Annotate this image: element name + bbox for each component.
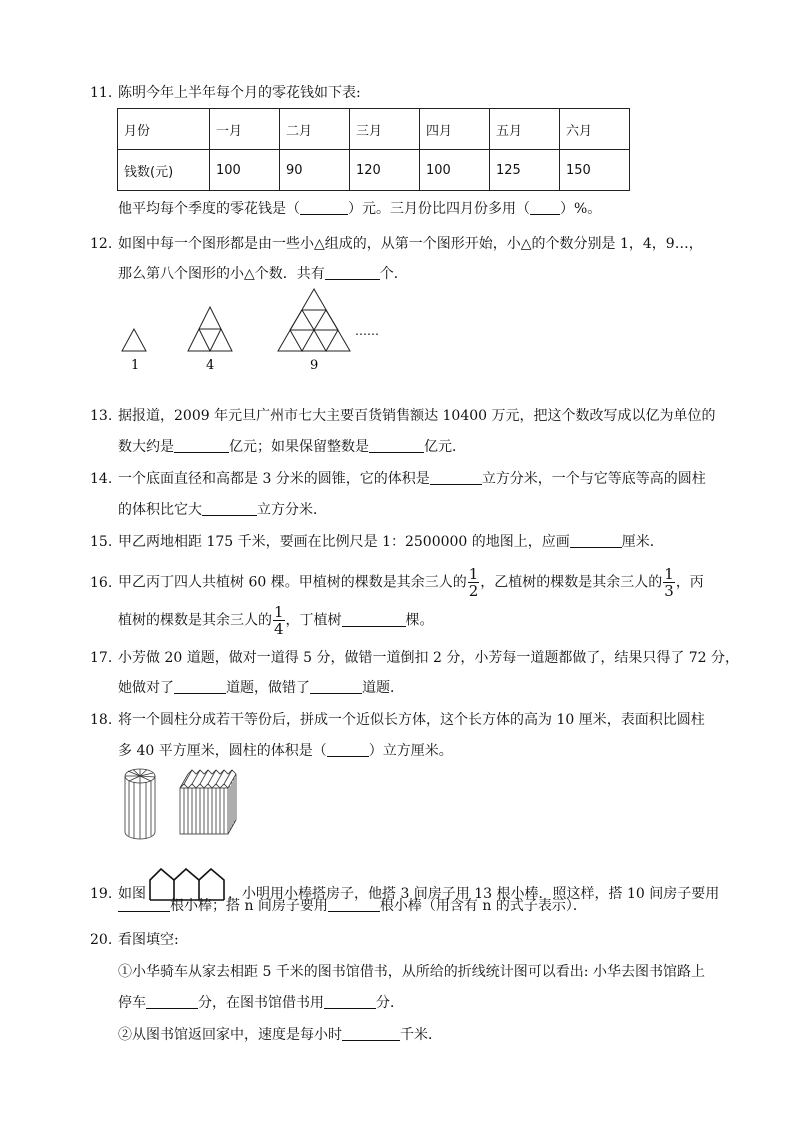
question-number: 19. — [90, 886, 113, 902]
fraction-one-quarter — [273, 604, 285, 637]
denominator: 2 — [468, 582, 479, 600]
text: 分． — [376, 995, 404, 1011]
question-11-line-2 — [118, 199, 601, 219]
question-18 — [90, 710, 710, 730]
cylinder-icon — [125, 769, 155, 839]
answer-blank[interactable] — [202, 501, 257, 516]
question-text: 厘米． — [621, 534, 664, 550]
text: 数大约是 — [118, 439, 174, 455]
text: 分，在图书馆借书用 — [198, 995, 324, 1011]
answer-blank[interactable] — [369, 438, 424, 453]
triangle-group-9 — [278, 289, 350, 351]
answer-blank[interactable] — [325, 265, 380, 280]
denominator: 3 — [664, 582, 674, 600]
table-cell: 100 — [210, 150, 280, 191]
answer-blank[interactable] — [300, 200, 348, 215]
text: ）立方厘米。 — [368, 743, 453, 759]
answer-blank[interactable] — [118, 897, 170, 912]
table-cell: 钱数(元) — [118, 150, 210, 191]
table-cell: 150 — [560, 150, 630, 191]
ellipsis-text: …… — [355, 324, 379, 338]
numerator: 1 — [468, 565, 479, 583]
text: ）%。 — [560, 201, 602, 217]
text: 多 40 平方厘米，圆柱的体积是（ — [118, 743, 327, 759]
answer-blank[interactable] — [327, 742, 369, 757]
table-cell: 一月 — [210, 109, 280, 150]
question-14 — [90, 469, 710, 489]
table-cell: 120 — [350, 150, 420, 191]
answer-blank[interactable] — [570, 533, 622, 548]
question-text: 如图中每一个图形都是由一些小△组成的，从第一个图形开始，小△的个数分别是 1，4，9…， — [118, 236, 703, 252]
text: ①小华骑车从家去相距 5 千米的图书馆借书，从所给的折线统计图可以看出: 小华去图书馆路上 — [118, 964, 705, 980]
table-row — [118, 150, 630, 191]
question-number: 16. — [90, 574, 113, 591]
denominator: 4 — [274, 620, 284, 638]
text: 亿元；如果保留整数是 — [229, 439, 369, 455]
text: 他平均每个季度的零花钱是（ — [118, 201, 300, 217]
fraction-one-third — [663, 566, 675, 599]
table-cell: 100 — [420, 150, 490, 191]
question-13-line-2 — [118, 437, 466, 457]
fraction-one-half — [468, 566, 480, 599]
question-text: 据报道，2009 年元旦广州市七大主要百货销售额达 10400 万元，把这个数改写成以亿为单位的 — [118, 408, 716, 424]
answer-blank[interactable] — [342, 1026, 400, 1041]
question-12 — [90, 234, 710, 254]
question-17 — [90, 648, 740, 668]
question-20-item-1-line-2 — [118, 993, 404, 1013]
question-20-item-2 — [118, 1025, 442, 1045]
text: 立方分米． — [257, 502, 327, 518]
table-cell: 二月 — [280, 109, 350, 150]
question-text: ，乙植树的棵数是其余三人的 — [480, 574, 663, 591]
question-text: 如图 — [118, 886, 146, 902]
question-15 — [90, 532, 710, 552]
table-row — [118, 109, 630, 150]
question-text: 立方分米，一个与它等底等高的圆柱 — [481, 471, 706, 487]
table-cell: 四月 — [420, 109, 490, 150]
text: 根小棒（用含有 n 的式子表示）． — [379, 898, 587, 914]
text: 千米． — [400, 1027, 442, 1043]
question-text: 看图填空: — [118, 932, 179, 948]
answer-blank[interactable] — [530, 200, 560, 215]
numerator: 1 — [664, 565, 674, 583]
text: 植树的棵数是其余三人的 — [118, 612, 272, 629]
question-20-item-1 — [118, 962, 705, 982]
figure-label: 4 — [206, 358, 215, 373]
cylinder-to-cuboid-figure — [116, 766, 246, 846]
question-text: ，小明用小棒搭房子，他搭 3 间房子用 13 根小棒．照这样，搭 10 间房子要用 — [228, 886, 720, 902]
question-text: 将一个圆柱分成若干等份后，拼成一个近似长方体，这个长方体的高为 10 厘米，表面积比圆柱 — [118, 712, 705, 728]
answer-blank[interactable] — [146, 994, 198, 1009]
table-cell: 三月 — [350, 109, 420, 150]
answer-blank[interactable] — [174, 679, 226, 694]
table-cell: 五月 — [490, 109, 560, 150]
text: 亿元． — [424, 439, 466, 455]
question-number: 11. — [90, 85, 113, 101]
question-number: 17. — [90, 650, 113, 666]
text: 道题，做错了 — [226, 680, 310, 696]
question-12-line-2 — [118, 264, 408, 284]
table-cell: 90 — [280, 150, 350, 191]
text: 道题． — [362, 680, 404, 696]
table-cell: 月份 — [118, 109, 210, 150]
question-number: 12. — [90, 236, 113, 252]
question-number: 13. — [90, 408, 113, 424]
answer-blank[interactable] — [174, 438, 229, 453]
text: 的体积比它大 — [118, 502, 202, 518]
question-18-line-2 — [118, 741, 453, 761]
question-14-line-2 — [118, 500, 327, 520]
triangle-pattern-figure — [110, 285, 390, 377]
figure-label: 9 — [310, 358, 319, 373]
table-cell: 125 — [490, 150, 560, 191]
answer-blank[interactable] — [324, 994, 376, 1009]
text: 根小棒；搭 n 间房子要用 — [170, 898, 328, 914]
text: ②从图书馆返回家中，速度是每小时 — [118, 1027, 342, 1043]
question-text: 小芳做 20 道题，做对一道得 5 分，做错一道倒扣 2 分，小芳每一道题都做了，结果只得了 72 分， — [118, 650, 740, 666]
question-text: 陈明今年上半年每个月的零花钱如下表: — [118, 85, 361, 101]
text: 棵。 — [405, 612, 434, 629]
question-19-line-2 — [118, 896, 587, 916]
figure-label: 1 — [131, 358, 140, 373]
answer-blank[interactable] — [328, 897, 380, 912]
question-16-line-2 — [118, 604, 434, 637]
numerator: 1 — [274, 603, 284, 621]
cuboid-icon — [180, 770, 236, 834]
text: ）元。三月份比四月份多用（ — [348, 201, 530, 217]
answer-blank[interactable] — [342, 612, 406, 627]
question-text: 甲乙两地相距 175 千米，要画在比例尺是 1：2500000 的地图上，应画 — [118, 534, 570, 550]
question-text: ，丙 — [675, 574, 704, 591]
answer-blank[interactable] — [430, 470, 482, 485]
allowance-table — [117, 108, 630, 191]
small-triangle-icon — [122, 329, 146, 351]
question-text: 一个底面直径和高都是 3 分米的圆锥，它的体积是 — [118, 471, 430, 487]
text: ，丁植树 — [285, 612, 342, 629]
question-number: 14. — [90, 471, 113, 487]
answer-blank[interactable] — [310, 679, 362, 694]
text: 停车 — [118, 995, 146, 1011]
question-number: 20. — [90, 932, 113, 948]
question-20 — [90, 930, 710, 950]
question-13 — [90, 406, 716, 426]
question-16 — [90, 566, 710, 599]
question-11 — [90, 83, 710, 103]
text: 她做对了 — [118, 680, 174, 696]
table-cell: 六月 — [560, 109, 630, 150]
text: 那么第八个图形的小△个数．共有 — [118, 266, 325, 282]
text: 个． — [379, 266, 408, 282]
question-number: 15. — [90, 534, 113, 550]
question-number: 18. — [90, 712, 113, 728]
question-text: 甲乙丙丁四人共植树 60 棵。甲植树的棵数是其余三人的 — [118, 574, 467, 591]
question-17-line-2 — [118, 678, 404, 698]
